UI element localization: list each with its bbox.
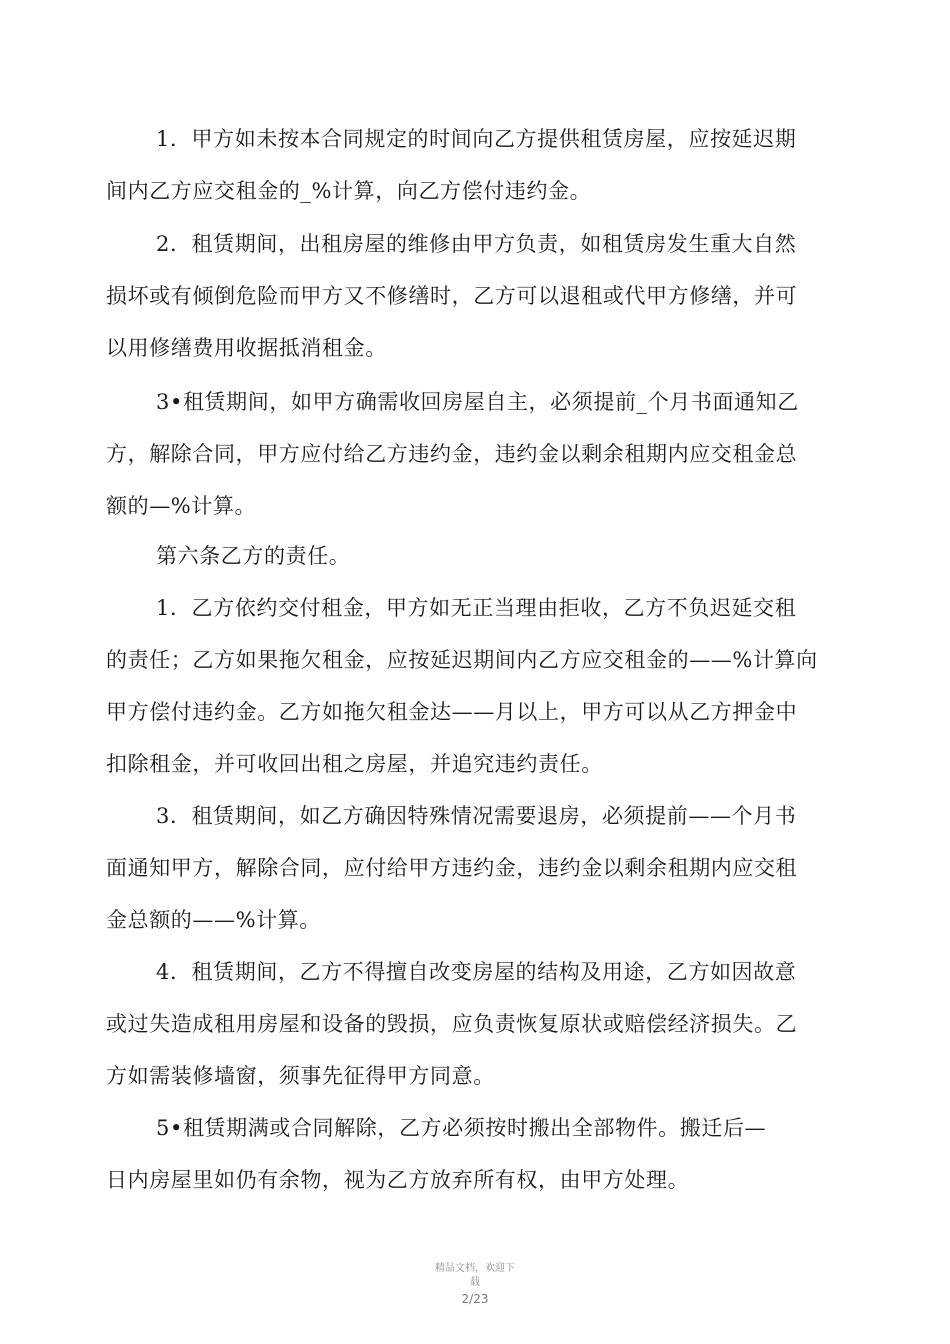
paragraph-alterations — [106, 946, 836, 1102]
text-line: 面通知甲方，解除合同，应付给甲方违约金，违约金以剩余租期内应交租 — [106, 856, 798, 880]
paragraph-move-out — [106, 1102, 836, 1206]
text-line: 或过失造成租用房屋和设备的毁损，应负责恢复原状或赔偿经济损失。乙 — [106, 1012, 798, 1036]
text-line: 3•租赁期间，如甲方确需收回房屋自主，必须提前_个月书面通知乙 — [156, 390, 799, 414]
text-line: 的责任；乙方如果拖欠租金，应按延迟期间内乙方应交租金的——%计算向 — [106, 648, 818, 672]
text-line: 方，解除合同，甲方应付给乙方违约金，违约金以剩余租期内应交租金总 — [106, 442, 798, 466]
text-line: 损坏或有倾倒危险而甲方又不修缮时，乙方可以退租或代甲方修缮，并可 — [106, 284, 798, 308]
section-heading-article-6 — [106, 530, 836, 582]
paragraph-maintenance — [106, 218, 836, 374]
text-line: 2．租赁期间，出租房屋的维修由甲方负责，如租赁房发生重大自然 — [156, 232, 797, 256]
text-line: 金总额的——%计算。 — [106, 908, 321, 932]
text-line: 间内乙方应交租金的_%计算，向乙方偿付违约金。 — [106, 179, 592, 203]
text-line: 5•租赁期满或合同解除，乙方必须按时搬出全部物件。搬迁后— — [156, 1116, 767, 1140]
text-line: 甲方偿付违约金。乙方如拖欠租金达——月以上，甲方可以从乙方押金中 — [106, 700, 798, 724]
text-line: 日内房屋里如仍有余物，视为乙方放弃所有权，由甲方处理。 — [106, 1168, 690, 1192]
text-line: 以用修缮费用收据抵消租金。 — [106, 336, 387, 360]
text-line: 第六条乙方的责任。 — [156, 544, 351, 568]
text-line: 方如需装修墙窗，须事先征得甲方同意。 — [106, 1064, 495, 1088]
footer-note-line: 精品文档，欢迎下 — [435, 1263, 515, 1274]
text-line: 额的—%计算。 — [106, 494, 257, 518]
paragraph-landlord-termination — [106, 376, 836, 532]
footer-watermark-note — [0, 1262, 950, 1290]
paragraph-penalty-late-delivery — [106, 113, 836, 217]
text-line: 扣除租金，并可收回出租之房屋，并追究违约责任。 — [106, 752, 603, 776]
text-line: 4．租赁期间，乙方不得擅自改变房屋的结构及用途，乙方如因故意 — [156, 960, 797, 984]
page-number: 2/23 — [461, 1292, 489, 1306]
text-line: 3．租赁期间，如乙方确因特殊情况需要退房，必须提前——个月书 — [156, 804, 797, 828]
footer-note-line: 载 — [470, 1277, 480, 1288]
paragraph-tenant-termination — [106, 790, 836, 946]
text-line: 1．乙方依约交付租金，甲方如无正当理由拒收，乙方不负迟延交租 — [156, 596, 797, 620]
paragraph-rent-payment — [106, 582, 836, 790]
text-line: 1．甲方如未按本合同规定的时间向乙方提供租赁房屋，应按延迟期 — [156, 127, 797, 151]
